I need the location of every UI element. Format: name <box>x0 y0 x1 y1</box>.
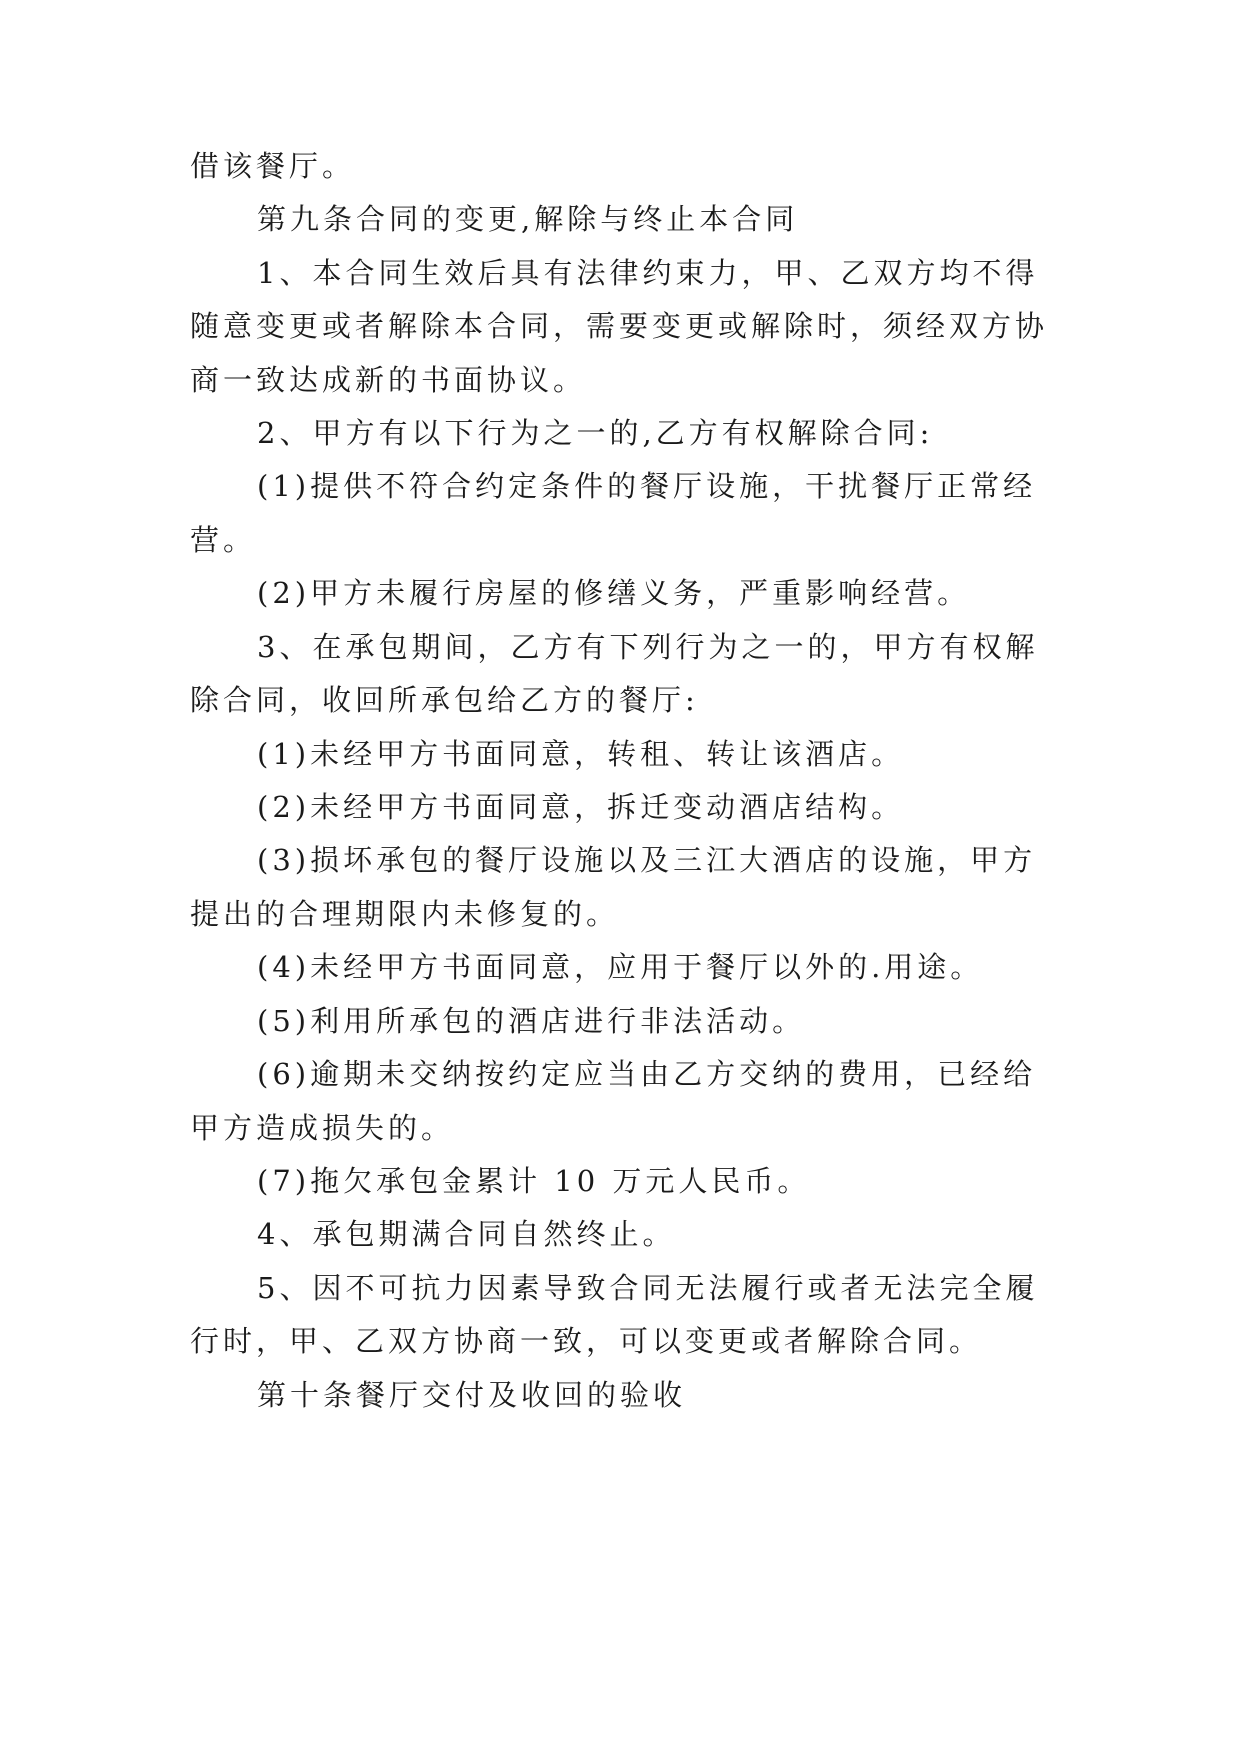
text-line: 借该餐厅。 <box>190 149 356 183</box>
text-line: (7)拖欠承包金累计 10 万元人民币。 <box>257 1164 811 1198</box>
text-line: (2)未经甲方书面同意，拆迁变动酒店结构。 <box>257 790 905 824</box>
text-line: 随意变更或者解除本合同，需要变更或解除时，须经双方协 <box>190 309 1049 343</box>
text-line: 5、因不可抗力因素导致合同无法履行或者无法完全履 <box>257 1271 1039 1305</box>
text-line: 2、甲方有以下行为之一的,乙方有权解除合同: <box>257 416 934 450</box>
section-heading: 第十条餐厅交付及收回的验收 <box>257 1378 687 1412</box>
text-line: (5)利用所承包的酒店进行非法活动。 <box>257 1004 806 1038</box>
text-line: 营。 <box>190 523 257 557</box>
text-line: 4、承包期满合同自然终止。 <box>257 1217 676 1251</box>
text-line: 商一致达成新的书面协议。 <box>190 363 587 397</box>
text-line: 3、在承包期间，乙方有下列行为之一的，甲方有权解 <box>257 630 1039 664</box>
text-line: 行时，甲、乙双方协商一致，可以变更或者解除合同。 <box>190 1324 983 1358</box>
text-line: 1、本合同生效后具有法律约束力，甲、乙双方均不得 <box>257 256 1039 290</box>
section-heading: 第九条合同的变更,解除与终止本合同 <box>257 202 799 236</box>
text-line: (6)逾期未交纳按约定应当由乙方交纳的费用，已经给 <box>257 1057 1037 1091</box>
text-line: 甲方造成损失的。 <box>190 1111 455 1145</box>
text-line: 除合同，收回所承包给乙方的餐厅: <box>190 683 699 717</box>
text-line: (2)甲方未履行房屋的修缮义务，严重影响经营。 <box>257 576 971 610</box>
text-line: 提出的合理期限内未修复的。 <box>190 897 620 931</box>
text-line: (1)未经甲方书面同意，转租、转让该酒店。 <box>257 737 905 771</box>
text-line: (4)未经甲方书面同意，应用于餐厅以外的.用途。 <box>257 950 984 984</box>
text-line: (1)提供不符合约定条件的餐厅设施，干扰餐厅正常经 <box>257 469 1037 503</box>
text-line: (3)损坏承包的餐厅设施以及三江大酒店的设施，甲方 <box>257 843 1037 877</box>
